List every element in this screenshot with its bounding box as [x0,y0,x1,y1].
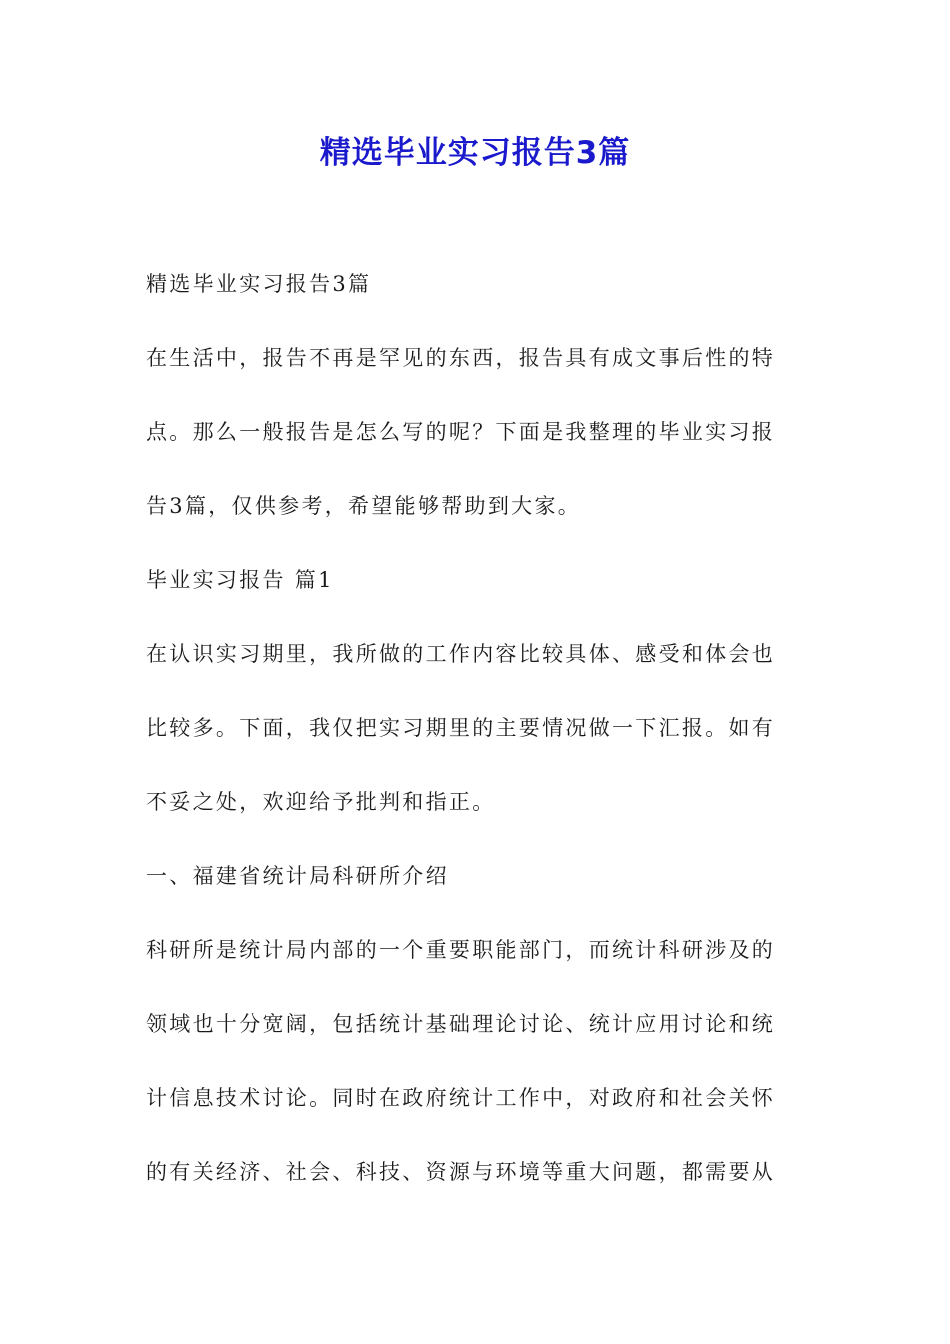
document-body [146,262,806,1224]
text-line: 比较多。下面，我仅把实习期里的主要情况做一下汇报。如有 [146,716,776,740]
body-line-10 [146,928,806,1002]
body-line-13 [146,1150,806,1224]
text-line: 领域也十分宽阔，包括统计基础理论讨论、统计应用讨论和统 [146,1012,776,1036]
body-line-11 [146,1002,806,1076]
body-line-12 [146,1076,806,1150]
text-line: 点。那么一般报告是怎么写的呢？下面是我整理的毕业实习报 [146,420,776,444]
text-line: 在认识实习期里，我所做的工作内容比较具体、感受和体会也 [146,642,776,666]
sub-heading-1 [146,854,806,928]
body-line-7 [146,706,806,780]
body-line-1 [146,262,806,336]
text-line: 不妥之处，欢迎给予批判和指正。 [146,790,496,814]
text-line: 计信息技术讨论。同时在政府统计工作中，对政府和社会关怀 [146,1086,776,1110]
text-line: 一、福建省统计局科研所介绍 [146,864,449,888]
body-line-2 [146,336,806,410]
body-line-6 [146,632,806,706]
document-title: 精选毕业实习报告3篇 [319,135,631,171]
text-line: 科研所是统计局内部的一个重要职能部门，而统计科研涉及的 [146,938,776,962]
body-line-3 [146,410,806,484]
body-line-8 [146,780,806,854]
text-line: 精选毕业实习报告3篇 [146,272,372,296]
body-line-4 [146,484,806,558]
section-heading-1 [146,558,806,632]
text-line: 毕业实习报告 篇1 [146,568,334,592]
text-line: 告3篇，仅供参考，希望能够帮助到大家。 [146,494,582,518]
text-line: 在生活中，报告不再是罕见的东西，报告具有成文事后性的特 [146,346,776,370]
text-line: 的有关经济、社会、科技、资源与环境等重大问题，都需要从 [146,1160,776,1184]
